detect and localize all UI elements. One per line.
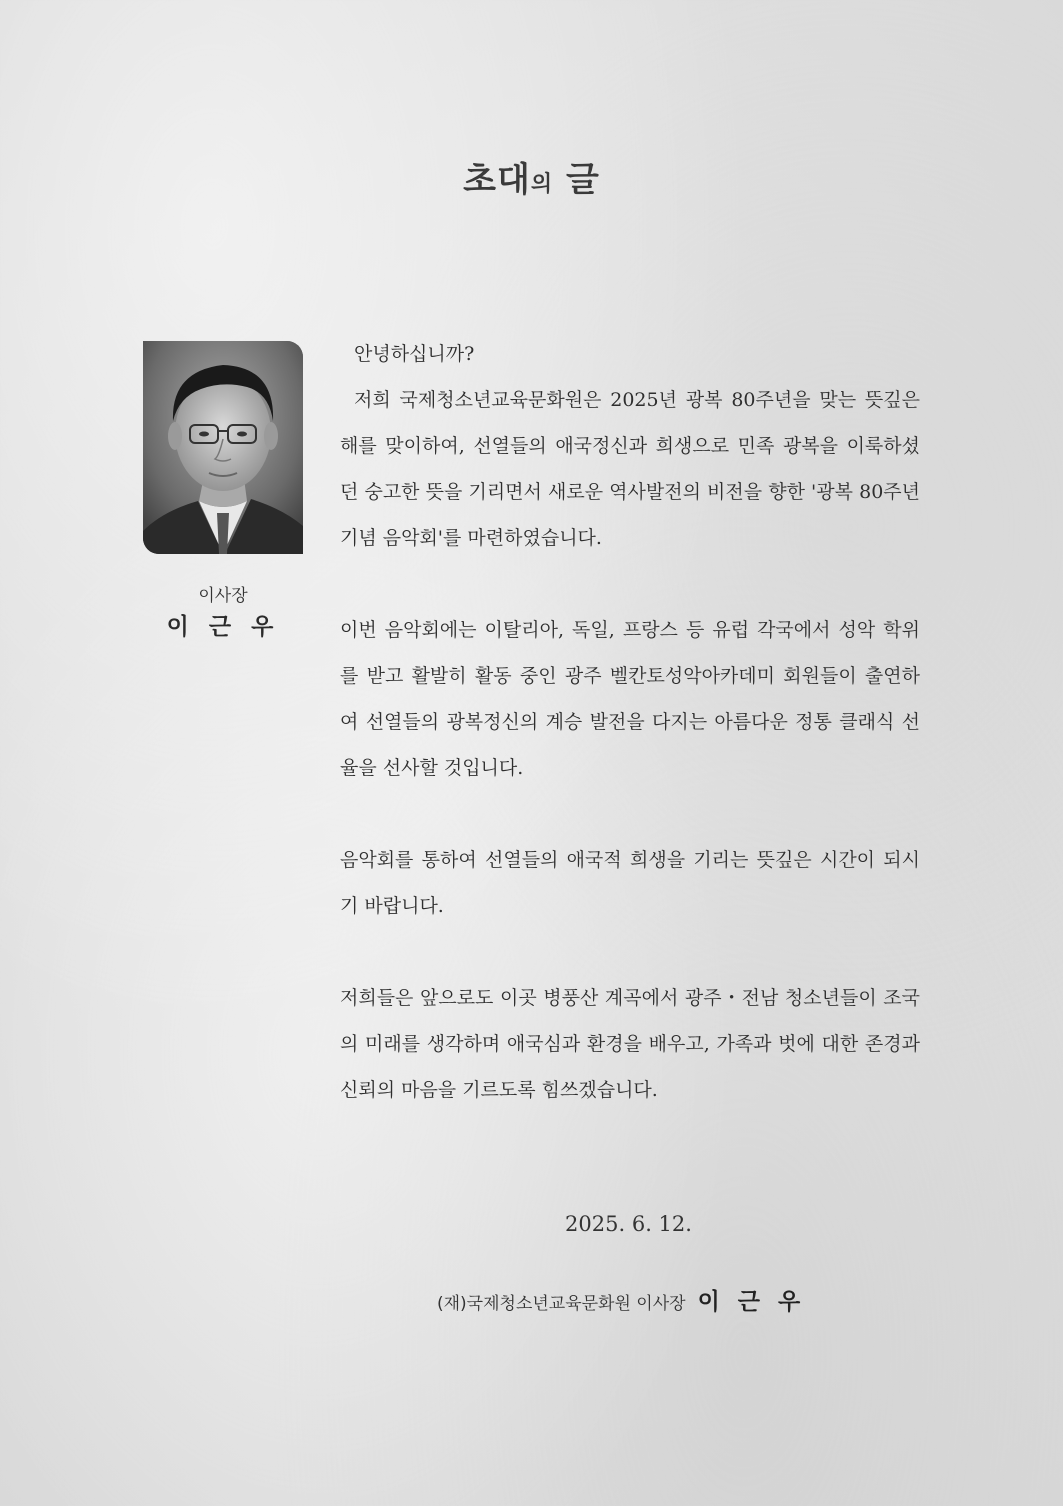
title-main: 초대 [463, 160, 531, 200]
profile-role: 이사장 [198, 586, 248, 606]
letter-paragraph-2: 이번 음악회에는 이탈리아, 독일, 프랑스 등 유럽 각국에서 성악 학위를 받고 활발히 활동 중인 광주 벨칸토성악아카데미 회원들이 출연하여 선열들의 광복정신의 계승 발전을 다지는 아름다운 정통 클래식 선율을 선사할 것입니다. [340, 619, 920, 779]
signature-name: 이 근 우 [697, 1289, 806, 1315]
portrait-photo [143, 341, 303, 554]
signature-organization: (재)국제청소년교육문화원 이사장 [437, 1294, 686, 1314]
letter-date: 2025. 6. 12. [565, 1212, 692, 1236]
profile-name: 이 근 우 [166, 614, 280, 640]
letter-body [340, 331, 920, 1113]
letter-greeting: 안녕하십니까? [354, 343, 475, 365]
title-particle: 의 [530, 172, 554, 197]
signature-line [437, 1283, 805, 1316]
letter-paragraph-3: 음악회를 통하여 선열들의 애국적 희생을 기리는 뜻깊은 시간이 되시기 바랍니다. [340, 849, 920, 917]
letter-paragraph-4: 저희들은 앞으로도 이곳 병풍산 계곡에서 광주・전남 청소년들이 조국의 미래를 생각하며 애국심과 환경을 배우고, 가족과 벗에 대한 존경과 신뢰의 마음을 기르도록 힘쓰겠습니다. [340, 987, 920, 1101]
page-title [0, 152, 1063, 201]
title-end: 글 [565, 160, 600, 200]
letter-paragraph-1: 저희 국제청소년교육문화원은 2025년 광복 80주년을 맞는 뜻깊은 해를 맞이하여, 선열들의 애국정신과 희생으로 민족 광복을 이룩하셨던 숭고한 뜻을 기리면서 새로운 역사발전의 비전을 향한 '광복 80주년 기념 음악회'를 마련하였습니다. [340, 389, 920, 549]
